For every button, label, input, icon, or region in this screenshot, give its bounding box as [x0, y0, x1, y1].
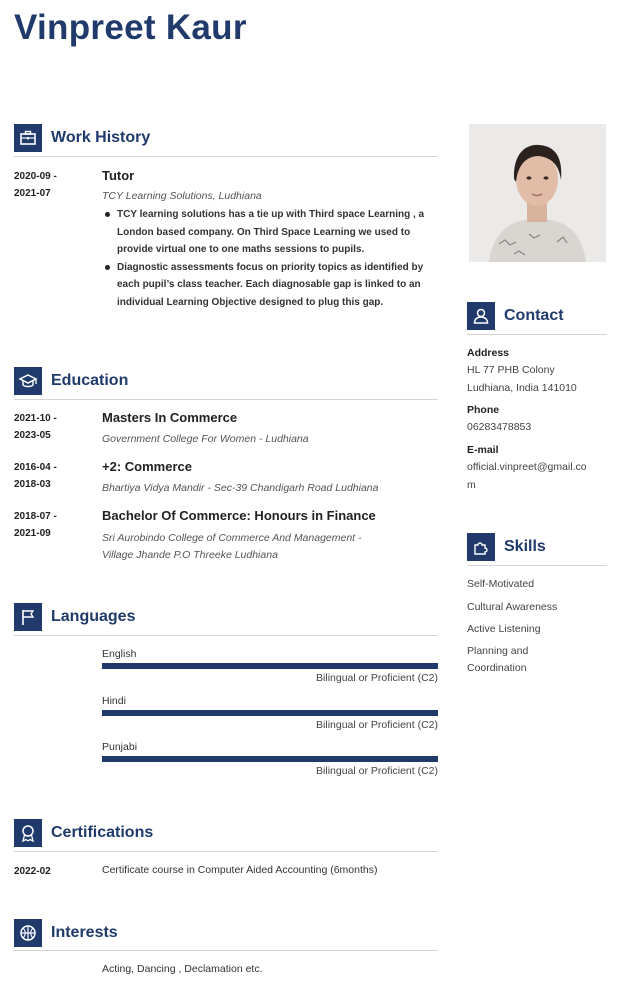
- person-icon: [467, 302, 495, 330]
- certifications-header: [14, 819, 153, 847]
- edu-organization: Village Jhande P.O Threeke Ludhiana: [102, 549, 278, 561]
- skill-item: Planning and Coordination: [467, 645, 529, 674]
- work-date-start: 2020-09 -: [14, 171, 57, 182]
- skill-item: Self-Motivated: [467, 578, 535, 590]
- language-name: Hindi: [102, 695, 126, 707]
- edu-title: Masters In Commerce: [102, 410, 238, 425]
- edu-title: Bachelor Of Commerce: Honours in Finance: [102, 508, 376, 523]
- flag-icon: [14, 603, 42, 631]
- languages-divider: [14, 635, 438, 636]
- languages-header: [14, 603, 135, 631]
- graduation-cap-icon: [14, 367, 42, 395]
- edu-date-end: 2021-09: [14, 528, 51, 539]
- profile-photo: [469, 124, 606, 262]
- language-proficiency-bar: [102, 663, 438, 669]
- language-proficiency-bar: [102, 710, 438, 716]
- edu-date-end: 2018-03: [14, 479, 51, 490]
- skills-title: Skills: [504, 538, 546, 555]
- edu-date-start: 2021-10 -: [14, 413, 57, 424]
- award-ribbon-icon: [14, 819, 42, 847]
- work-date-end: 2021-07: [14, 188, 51, 199]
- skills-divider: [467, 565, 607, 566]
- certifications-divider: [14, 851, 438, 852]
- email-label: E-mail: [467, 444, 499, 456]
- contact-title: Contact: [504, 307, 564, 324]
- language-level: Bilingual or Proficient (C2): [316, 719, 438, 731]
- contact-divider: [467, 334, 607, 335]
- edu-title: +2: Commerce: [102, 459, 192, 474]
- address-line: Ludhiana, India 141010: [467, 382, 577, 394]
- work-organization: TCY Learning Solutions, Ludhiana: [102, 190, 262, 202]
- email-value-wrap[interactable]: m: [467, 479, 476, 491]
- phone-value[interactable]: 06283478853: [467, 421, 532, 433]
- puzzle-icon: [467, 533, 495, 561]
- work-history-divider: [14, 156, 438, 157]
- basketball-icon: [14, 919, 42, 947]
- language-name: English: [102, 648, 137, 660]
- edu-date-start: 2016-04 -: [14, 462, 57, 473]
- edu-organization: Sri Aurobindo College of Commerce And Management -: [102, 532, 362, 544]
- edu-date-end: 2023-05: [14, 430, 51, 441]
- certification-date: 2022-02: [14, 866, 51, 877]
- interests-divider: [14, 950, 438, 951]
- interests-title: Interests: [51, 924, 118, 941]
- phone-label: Phone: [467, 404, 500, 416]
- skill-item: Cultural Awareness: [467, 601, 558, 613]
- language-level: Bilingual or Proficient (C2): [316, 765, 438, 777]
- edu-organization: Bhartiya Vidya Mandir - Sec-39 Chandigarh Road Ludhiana: [102, 482, 379, 494]
- language-level: Bilingual or Proficient (C2): [316, 672, 438, 684]
- education-header: [14, 367, 128, 395]
- interests-header: [14, 919, 118, 947]
- skill-item: Active Listening: [467, 623, 541, 635]
- briefcase-icon: [14, 124, 42, 152]
- candidate-name: Vinpreet Kaur: [14, 8, 247, 47]
- edu-date-start: 2018-07 -: [14, 511, 57, 522]
- certifications-title: Certifications: [51, 824, 154, 841]
- email-value[interactable]: official.vinpreet@gmail.co: [467, 461, 587, 473]
- work-bullet: TCY learning solutions has a tie up with Third space Learning , a London based company. On Third Space Learning we used to provide virtual one to one maths sessions to pupils.: [102, 206, 440, 259]
- contact-header: [467, 302, 564, 330]
- interests-text: Acting, Dancing , Declamation etc.: [102, 963, 263, 975]
- skills-header: [467, 533, 546, 561]
- education-divider: [14, 399, 438, 400]
- edu-organization: Government College For Women - Ludhiana: [102, 433, 309, 445]
- work-title: Tutor: [102, 168, 135, 183]
- languages-title: Languages: [51, 608, 136, 625]
- language-proficiency-bar: [102, 756, 438, 762]
- language-name: Punjabi: [102, 741, 138, 753]
- work-bullet-list: [102, 206, 440, 311]
- work-history-header: [14, 124, 150, 152]
- address-line: HL 77 PHB Colony: [467, 364, 555, 376]
- education-title: Education: [51, 372, 129, 389]
- work-history-title: Work History: [51, 129, 151, 146]
- work-bullet: Diagnostic assessments focus on priority topics as identified by each pupil’s class teacher. Each diagnosable gap is linked to an individual Learning Objective designed to plug this gap.: [102, 259, 440, 312]
- address-label: Address: [467, 347, 510, 359]
- certification-text: Certificate course in Computer Aided Accounting (6months): [102, 864, 378, 876]
